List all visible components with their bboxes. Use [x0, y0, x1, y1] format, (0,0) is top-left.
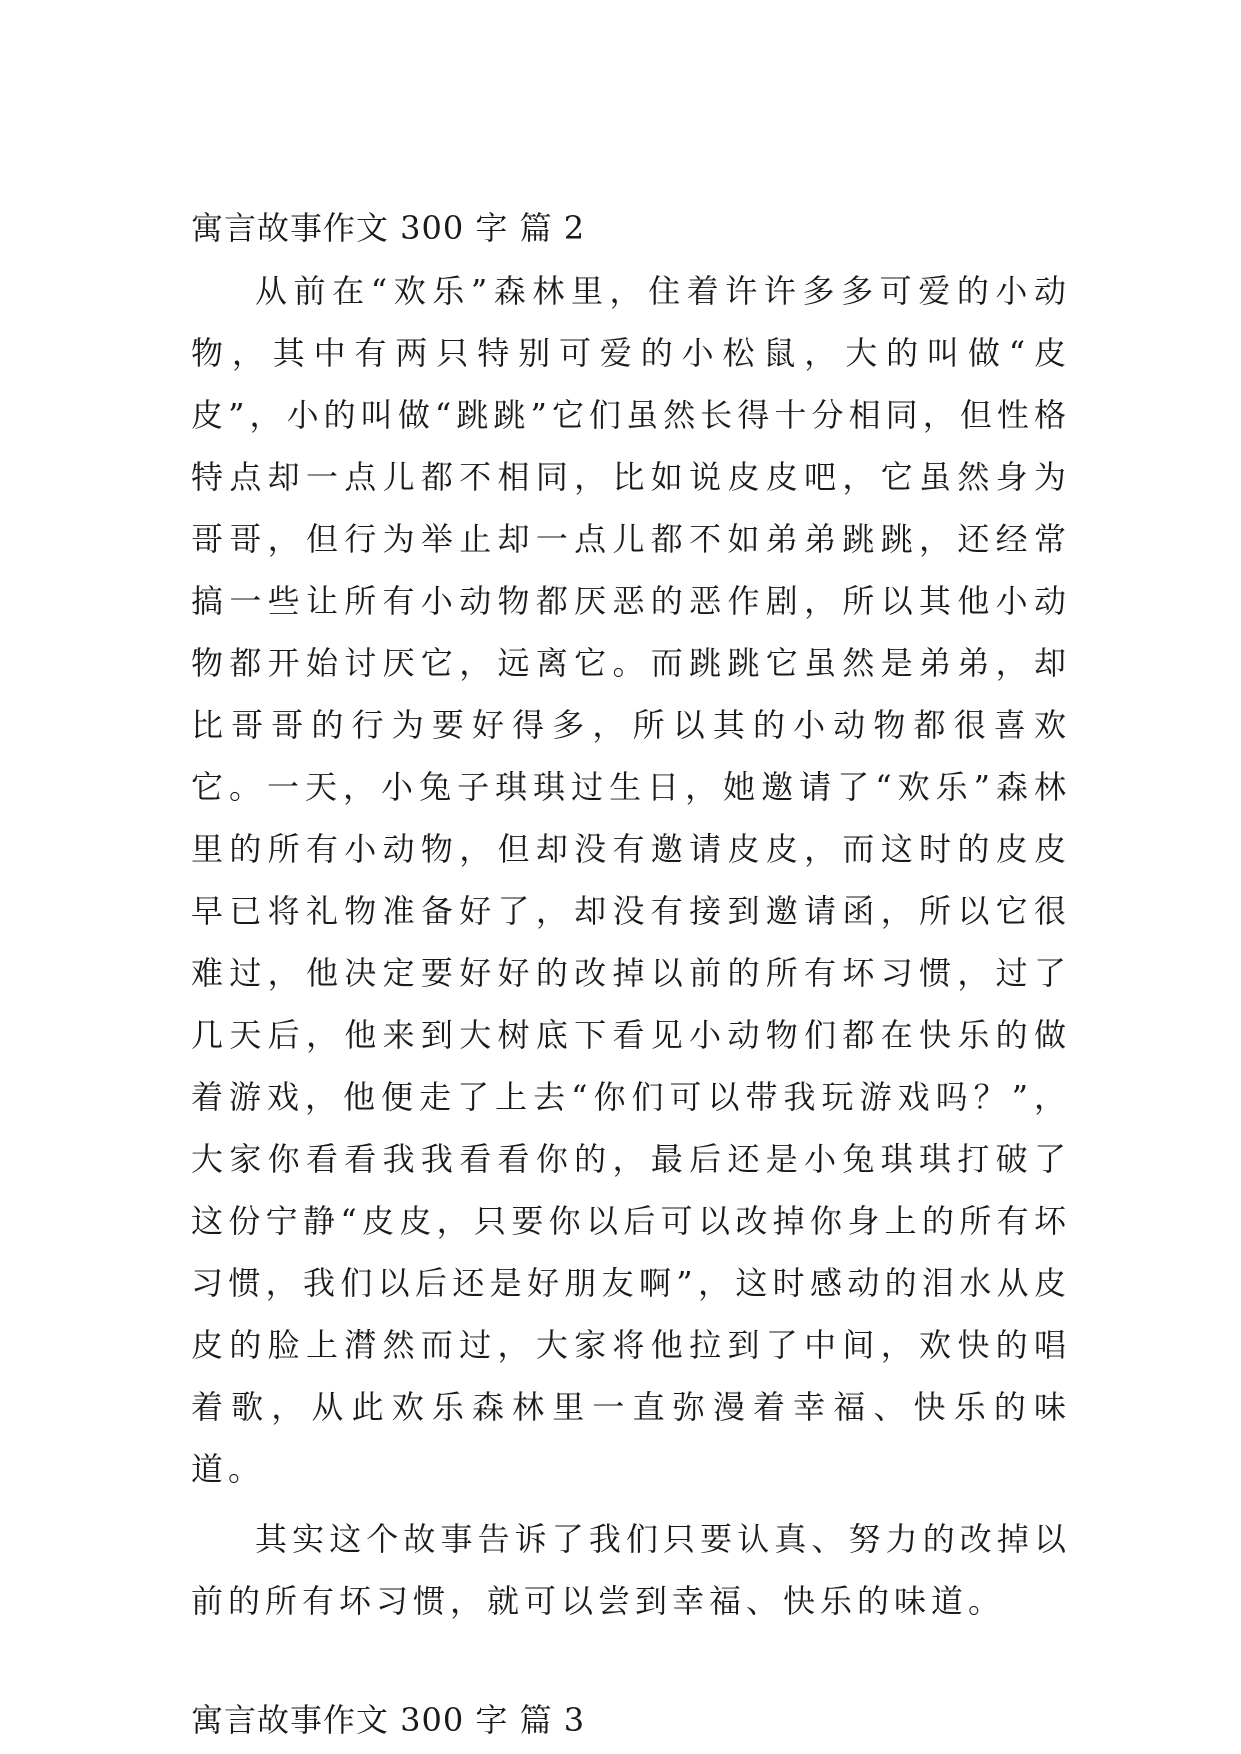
section-2-paragraph-2: 其实这个故事告诉了我们只要认真、努力的改掉以前的所有坏习惯，就可以尝到幸福、快乐的味道。 [191, 1520, 1071, 1620]
section-2-paragraph-1: 从前在“欢乐”森林里，住着许许多多可爱的小动物，其中有两只特别可爱的小松鼠，大的叫做“皮皮”，小的叫做“跳跳”它们虽然长得十分相同，但性格特点却一点儿都不相同，比如说皮皮吧，它虽然身为哥哥，但行为举止却一点儿都不如弟弟跳跳，还经常搞一些让所有小动物都厌恶的恶作剧，所以其他小动物都开始讨厌它，远离它。而跳跳它虽然是弟弟，却比哥哥的行为要好得多，所以其的小动物都很喜欢它。一天，小兔子琪琪过生日，她邀请了“欢乐”森林里的所有小动物，但却没有邀请皮皮，而这时的皮皮早已将礼物准备好了，却没有接到邀请函，所以它很难过，他决定要好好的改掉以前的所有坏习惯，过了几天后，他来到大树底下看见小动物们都在快乐的做着游戏，他便走了上去“你们可以带我玩游戏吗？”，大家你看看我我看看你的，最后还是小兔琪琪打破了这份宁静“皮皮，只要你以后可以改掉你身上的所有坏习惯，我们以后还是好朋友啊”，这时感动的泪水从皮皮的脸上潸然而过，大家将他拉到了中间，欢快的唱着歌，从此欢乐森林里一直弥漫着幸福、快乐的味道。 [191, 272, 1071, 1488]
section-spacer [191, 1632, 1071, 1688]
section-3-heading: 寓言故事作文 300 字 篇 3 [191, 1701, 586, 1739]
section-2-heading: 寓言故事作文 300 字 篇 2 [191, 209, 586, 247]
document-body [191, 196, 1071, 1752]
